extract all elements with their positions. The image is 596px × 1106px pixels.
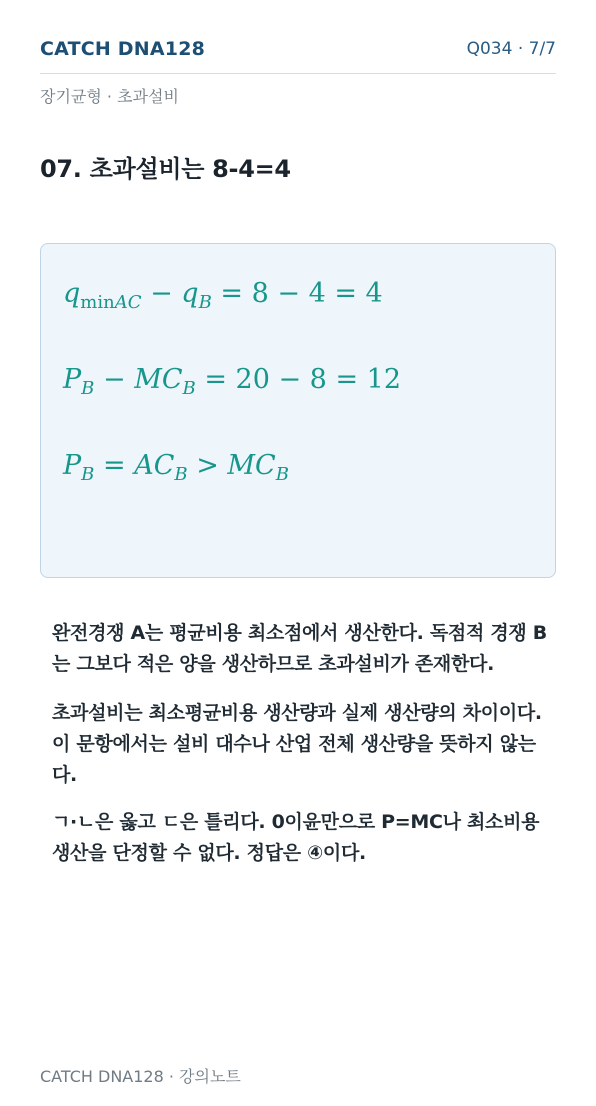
- brand-title: CATCH DNA128: [40, 38, 206, 60]
- paragraph-1: 완전경쟁 A는 평균비용 최소점에서 생산한다. 독점적 경쟁 B는 그보다 적은 양을 생산하므로 초과설비가 존재한다.: [52, 622, 547, 675]
- page-indicator: Q034 · 7/7: [466, 39, 556, 59]
- formula-excess-capacity: $q_{minAC} - q_B = 8 - 4 = 4$: [63, 278, 383, 313]
- page-header: [40, 36, 556, 74]
- formula-markup: $P_B - MC_B = 20 - 8 = 12$: [63, 364, 402, 399]
- paragraph-2: 초과설비는 최소평균비용 생산량과 실제 생산량의 차이이다. 이 문항에서는 설비 대수나 산업 전체 생산량을 뜻하지 않는다.: [52, 702, 542, 786]
- page-title: 07. 초과설비는 8-4=4: [40, 155, 291, 183]
- formula-price-condition: $P_B = AC_B > MC_B$: [63, 450, 289, 485]
- paragraph-3: ㄱ·ㄴ은 옳고 ㄷ은 틀리다. 0이윤만으로 P=MC나 최소비용 생산을 단정할 수 없다. 정답은 ④이다.: [52, 811, 540, 864]
- breadcrumb: 장기균형 · 초과설비: [40, 87, 179, 106]
- formula-box: [40, 243, 556, 578]
- page-footer: CATCH DNA128 · 강의노트: [40, 1067, 241, 1086]
